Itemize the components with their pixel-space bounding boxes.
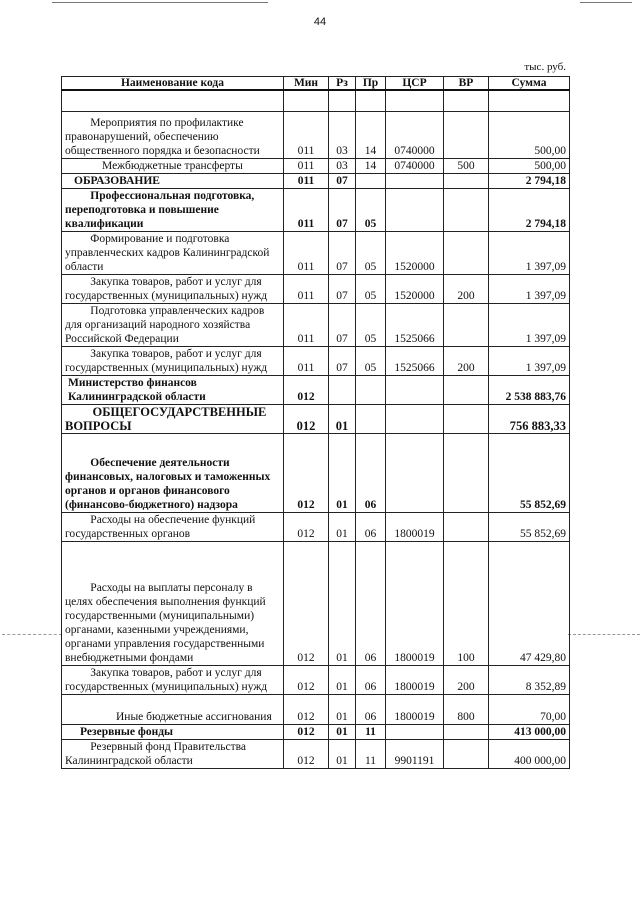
row-name: Межбюджетные трансферты <box>62 158 284 173</box>
row-sum: 1 397,09 <box>489 346 570 375</box>
row-rz: 01 <box>329 694 356 724</box>
table-row <box>62 541 570 665</box>
row-min: 012 <box>284 375 329 404</box>
row-vr: 200 <box>444 346 489 375</box>
table-row <box>62 231 570 274</box>
table-row <box>62 90 570 111</box>
row-vr: 800 <box>444 694 489 724</box>
table-row <box>62 404 570 433</box>
row-name: Подготовка управленческих кадров для организаций народного хозяйства Российской Федерации <box>62 303 284 346</box>
table-row <box>62 739 570 768</box>
row-vr <box>444 404 489 433</box>
row-rz: 07 <box>329 274 356 303</box>
row-pr: 05 <box>356 231 386 274</box>
row-name: Министерство финансов Калининградской области <box>62 375 284 404</box>
row-csr <box>386 188 444 231</box>
row-sum: 1 397,09 <box>489 274 570 303</box>
header-vr: ВР <box>444 77 489 91</box>
table-row <box>62 665 570 694</box>
row-pr: 05 <box>356 188 386 231</box>
row-name: Иные бюджетные ассигнования <box>62 694 284 724</box>
row-name: Резервный фонд Правительства Калининградской области <box>62 739 284 768</box>
table-row <box>62 346 570 375</box>
row-name: ОБРАЗОВАНИЕ <box>62 173 284 188</box>
row-pr: 06 <box>356 541 386 665</box>
row-vr: 200 <box>444 274 489 303</box>
row-pr <box>356 404 386 433</box>
row-pr: 14 <box>356 111 386 158</box>
row-vr <box>444 512 489 541</box>
row-sum: 70,00 <box>489 694 570 724</box>
row-csr: 1800019 <box>386 665 444 694</box>
row-min: 011 <box>284 188 329 231</box>
header-pr: Пр <box>356 77 386 91</box>
row-sum: 55 852,69 <box>489 433 570 512</box>
row-pr: 06 <box>356 665 386 694</box>
budget-table <box>61 76 570 769</box>
row-csr: 1520000 <box>386 231 444 274</box>
row-name: ОБЩЕГОСУДАРСТВЕННЫЕ ВОПРОСЫ <box>62 404 284 433</box>
row-csr <box>386 375 444 404</box>
header-csr: ЦСР <box>386 77 444 91</box>
row-rz: 01 <box>329 724 356 739</box>
row-sum: 2 794,18 <box>489 188 570 231</box>
row-rz: 07 <box>329 303 356 346</box>
row-min: 012 <box>284 665 329 694</box>
row-rz: 01 <box>329 512 356 541</box>
row-csr: 1520000 <box>386 274 444 303</box>
row-rz: 01 <box>329 541 356 665</box>
row-vr <box>444 739 489 768</box>
row-vr <box>444 375 489 404</box>
row-vr <box>444 173 489 188</box>
row-rz: 07 <box>329 231 356 274</box>
row-pr: 14 <box>356 158 386 173</box>
table-row <box>62 694 570 724</box>
row-rz: 07 <box>329 173 356 188</box>
row-sum: 756 883,33 <box>489 404 570 433</box>
row-rz: 03 <box>329 158 356 173</box>
row-rz <box>329 90 356 111</box>
row-min: 012 <box>284 739 329 768</box>
row-rz: 07 <box>329 346 356 375</box>
row-name: Закупка товаров, работ и услуг для государственных (муниципальных) нужд <box>62 665 284 694</box>
row-sum: 55 852,69 <box>489 512 570 541</box>
row-csr: 1800019 <box>386 512 444 541</box>
row-rz: 01 <box>329 665 356 694</box>
row-csr: 1800019 <box>386 694 444 724</box>
row-rz: 01 <box>329 404 356 433</box>
row-rz: 03 <box>329 111 356 158</box>
row-csr: 1525066 <box>386 346 444 375</box>
row-pr: 06 <box>356 433 386 512</box>
row-pr: 11 <box>356 739 386 768</box>
row-pr: 05 <box>356 274 386 303</box>
row-sum: 2 538 883,76 <box>489 375 570 404</box>
row-rz: 01 <box>329 739 356 768</box>
row-vr <box>444 724 489 739</box>
row-min: 011 <box>284 231 329 274</box>
row-min: 011 <box>284 111 329 158</box>
row-min: 011 <box>284 158 329 173</box>
row-min: 012 <box>284 694 329 724</box>
top-rule-right <box>580 2 632 3</box>
row-sum: 47 429,80 <box>489 541 570 665</box>
header-name: Наименование кода <box>62 77 284 91</box>
row-vr <box>444 188 489 231</box>
row-pr: 05 <box>356 303 386 346</box>
row-csr <box>386 724 444 739</box>
row-vr <box>444 433 489 512</box>
row-csr: 0740000 <box>386 111 444 158</box>
row-csr: 1525066 <box>386 303 444 346</box>
row-rz <box>329 375 356 404</box>
row-min: 012 <box>284 541 329 665</box>
table-row <box>62 158 570 173</box>
header-min: Мин <box>284 77 329 91</box>
row-min: 011 <box>284 274 329 303</box>
row-vr <box>444 303 489 346</box>
row-name: Закупка товаров, работ и услуг для государственных (муниципальных) нужд <box>62 346 284 375</box>
row-pr: 05 <box>356 346 386 375</box>
row-pr <box>356 173 386 188</box>
row-name: Профессиональная подготовка, переподготовка и повышение квалификации <box>62 188 284 231</box>
row-vr: 100 <box>444 541 489 665</box>
table-row <box>62 188 570 231</box>
row-rz: 07 <box>329 188 356 231</box>
table-row <box>62 433 570 512</box>
table-row <box>62 303 570 346</box>
table-row <box>62 375 570 404</box>
row-csr: 1800019 <box>386 541 444 665</box>
row-vr <box>444 231 489 274</box>
row-sum: 500,00 <box>489 111 570 158</box>
row-vr: 500 <box>444 158 489 173</box>
page-number: 44 <box>313 16 327 28</box>
row-min: 012 <box>284 512 329 541</box>
row-csr <box>386 433 444 512</box>
row-vr <box>444 90 489 111</box>
row-pr <box>356 90 386 111</box>
row-csr: 9901191 <box>386 739 444 768</box>
scan-line-right <box>568 634 640 636</box>
row-sum: 1 397,09 <box>489 303 570 346</box>
row-sum <box>489 90 570 111</box>
row-name: Обеспечение деятельности финансовых, налоговых и таможенных органов и органов финансового (финансово-бюджетного) надзора <box>62 433 284 512</box>
header-row <box>62 77 570 91</box>
row-min: 012 <box>284 433 329 512</box>
row-sum: 8 352,89 <box>489 665 570 694</box>
row-min: 011 <box>284 173 329 188</box>
row-rz: 01 <box>329 433 356 512</box>
scan-line-left <box>2 634 62 636</box>
row-name: Закупка товаров, работ и услуг для государственных (муниципальных) нужд <box>62 274 284 303</box>
table-row <box>62 173 570 188</box>
row-name: Резервные фонды <box>62 724 284 739</box>
row-min: 011 <box>284 346 329 375</box>
table-row <box>62 512 570 541</box>
row-sum: 1 397,09 <box>489 231 570 274</box>
row-min <box>284 90 329 111</box>
header-rz: Рз <box>329 77 356 91</box>
row-name: Расходы на обеспечение функций государственных органов <box>62 512 284 541</box>
row-name <box>62 90 284 111</box>
unit-label: тыс. руб. <box>524 61 566 73</box>
row-sum: 413 000,00 <box>489 724 570 739</box>
row-sum: 400 000,00 <box>489 739 570 768</box>
row-min: 012 <box>284 404 329 433</box>
table-row <box>62 274 570 303</box>
row-sum: 500,00 <box>489 158 570 173</box>
row-csr <box>386 173 444 188</box>
row-pr: 06 <box>356 512 386 541</box>
row-min: 011 <box>284 303 329 346</box>
row-csr: 0740000 <box>386 158 444 173</box>
row-csr <box>386 404 444 433</box>
row-min: 012 <box>284 724 329 739</box>
row-pr: 11 <box>356 724 386 739</box>
table-row <box>62 111 570 158</box>
row-csr <box>386 90 444 111</box>
row-pr: 06 <box>356 694 386 724</box>
row-vr <box>444 111 489 158</box>
top-rule-left <box>52 2 268 3</box>
row-name: Расходы на выплаты персоналу в целях обеспечения выполнения функций государственными (муниципальными) органами, казенными учреждениями, органами управления государственными внебюджетными фондами <box>62 541 284 665</box>
row-name: Мероприятия по профилактике правонарушений, обеспечению общественного порядка и безопасности <box>62 111 284 158</box>
row-name: Формирование и подготовка управленческих кадров Калининградской области <box>62 231 284 274</box>
header-sum: Сумма <box>489 77 570 91</box>
row-vr: 200 <box>444 665 489 694</box>
row-pr <box>356 375 386 404</box>
table-row <box>62 724 570 739</box>
row-sum: 2 794,18 <box>489 173 570 188</box>
